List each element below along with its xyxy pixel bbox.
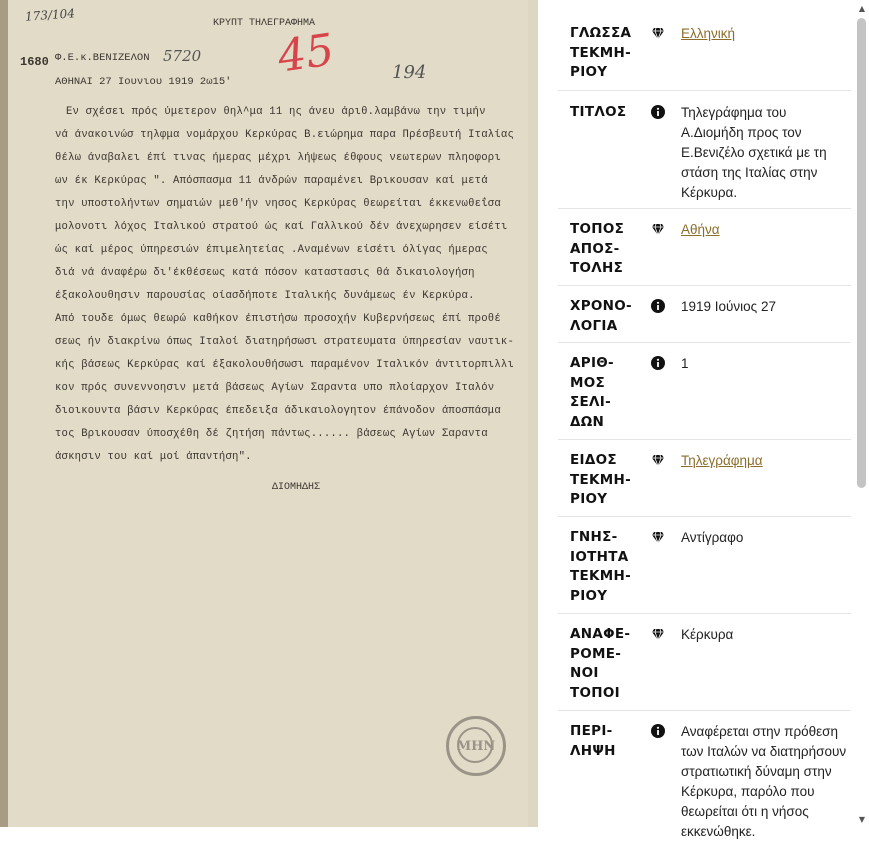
document-header-title: ΚΡΥΠΤ ΤΗΛΕΓΡΑΦΗΜΑ [213, 18, 316, 29]
metadata-row-places-mentioned [558, 613, 851, 711]
telegram-body-line: την υποστολήντων σημαιών μεθ'ήν νησος Κερκύρας θεωρείται έκκενωθεΐσα [55, 198, 501, 210]
telegram-body-line: τος Βρικουσαν ύποσχέθη δέ ζητήση πάντως...... βάσεως Αγίων Σαραντα [55, 428, 488, 440]
telegram-body-line: άσκησιν του καί μοί άπαντήση". [55, 451, 252, 463]
metadata-row-language [558, 12, 851, 91]
signature: ΔΙΟΜΗΔΗΣ [272, 482, 321, 493]
metadata-label: ΓΝΗΣ- ΙΟΤΗΤΑ ΤΕΚΜΗ- ΡΙΟΥ [570, 529, 632, 604]
diamond-icon [651, 26, 665, 40]
telegram-body-line: νά άνακοινώσ τηλφμα νομάρχου Κερκύρας Β.ειώρημα παρα Πρέσβευτή Ιταλίας [55, 129, 515, 141]
scroll-up-arrow-icon[interactable]: ▲ [858, 3, 866, 13]
info-icon [651, 724, 665, 738]
metadata-label: ΕΙΔΟΣ ΤΕΚΜΗ- ΡΙΟΥ [570, 452, 632, 507]
metadata-label: ΑΝΑΦΕ- ΡΟΜΕ- ΝΟΙ ΤΟΠΟΙ [570, 626, 631, 701]
metadata-link-place[interactable]: Αθήνα [681, 222, 720, 237]
info-icon [651, 356, 665, 370]
info-icon [651, 105, 665, 119]
metadata-label: ΤΙΤΛΟΣ [570, 104, 627, 120]
metadata-value-summary: Αναφέρεται στην πρόθεση των Ιταλών να διατηρήσουν στρατιωτική δύναμη στην Κέρκυρα, παρόλο που θεωρείται ότι η νήσος εκκενώθηκε. [681, 724, 847, 839]
metadata-label: ΑΡΙΘ- ΜΟΣ ΣΕΛΙ- ΔΩΝ [570, 355, 614, 430]
metadata-value-title: Τηλεγράφημα του Α.Διομήδη προς τον Ε.Βενιζέλο σχετικά με τη στάση της Ιταλίας στην Κέρκυρα. [681, 105, 827, 200]
metadata-row-authenticity [558, 516, 851, 614]
metadata-label: ΧΡΟΝΟ- ΛΟΓΙΑ [570, 298, 632, 334]
metadata-value-places-mentioned: Κέρκυρα [681, 627, 734, 642]
metadata-row-title [558, 91, 851, 209]
telegram-body-line: διοικουντα βάσιν Κερκύρας έπεδειξα άδικαιολογητον έπάνοδον άποσπάσμα [55, 405, 501, 417]
metadata-value-pages: 1 [681, 356, 689, 371]
metadata-row-summary [558, 710, 851, 850]
metadata-row-date [558, 285, 851, 343]
telegram-body-line: διά νά άναφέρω δι'έκθέσεως κατά πόσον καταστασις θά δικαιολογήση [55, 267, 475, 279]
pencil-number: 194 [392, 62, 427, 83]
telegram-body-line: ώς καί μέρος ύπηρεσιών έπιμελητείας .Αναμένων είσέτι όλίγας ήμερας [55, 244, 488, 256]
telegram-body-line: σεως ήν διακρίνω όπως Ιταλοί διατηρήσωσι στρατευματα ύπηρεσίαν ναυτικ- [55, 336, 515, 348]
archive-stamp [446, 716, 506, 776]
metadata-value-authenticity: Αντίγραφο [681, 530, 744, 545]
scrollbar-thumb[interactable] [857, 18, 866, 488]
metadata-label: ΤΟΠΟΣ ΑΠΟΣ- ΤΟΛΗΣ [570, 221, 625, 276]
metadata-row-place [558, 208, 851, 286]
red-pencil-number: 45 [274, 24, 338, 83]
telegram-body-line: μολονοτι λόχος Ιταλικού στρατού ώς καί Γαλλικού δέν άνεχωρησεν είσέτι [55, 221, 508, 233]
protocol-mark: 1680 [20, 55, 49, 69]
telegram-body-line: ων έκ Κερκύρας ". Απόσπασμα 11 άνδρών παραμένει Βρικουσαν καί μετά [55, 175, 488, 187]
stamp-text: ΜΗΝ [456, 738, 496, 754]
protocol-number: 5720 [163, 47, 202, 65]
folio-number: 173/104 [24, 6, 76, 24]
telegram-body-line: κον πρός συνεννοησιν μετά βάσεως Αγίων Σαραντα υπο πλοίαρχον Ιταλόν [55, 382, 495, 394]
diamond-icon [651, 627, 665, 641]
metadata-link-language[interactable]: Ελληνική [681, 26, 736, 41]
diamond-icon [651, 453, 665, 467]
diamond-icon [651, 530, 665, 544]
metadata-panel [538, 0, 869, 839]
telegram-body-line: θέλω άναβαλει έπί τινας ήμερας μέχρι λήψεως έθφους νεωτερων πληοφορι [55, 152, 501, 164]
recipient-line: Φ.Ε.κ.ΒΕΝΙΖΕΛΟΝ [55, 52, 150, 64]
metadata-label: ΓΛΩΣΣΑ ΤΕΚΜΗ- ΡΙΟΥ [570, 25, 632, 80]
metadata-row-type [558, 439, 851, 517]
metadata-label: ΠΕΡΙ- ΛΗΨΗ [570, 723, 616, 759]
telegram-body-line: κής βάσεως Κερκύρας καί έξακολουθήσωσι παραμένον Ιταλικόν άντιτορπιλλι [55, 359, 515, 371]
telegram-body-line: Από τουδε όμως θεωρώ καθήκον έπιστήσω προσοχήν Κυβερνήσεως έπί προθέ [55, 313, 501, 325]
telegram-body-line: έξακολουθησιν παρουσίας οίασδήποτε Ιταλικής δυνάμεως έν Κερκύρα. [55, 290, 475, 302]
date-line: ΑΘΗΝΑΙ 27 Ιουνιου 1919 2ω15' [55, 76, 232, 88]
page-edge [0, 0, 8, 827]
metadata-row-pages [558, 342, 851, 440]
telegram-body-line: Εν σχέσει πρός ύμετερον θηλ^μα 11 ης άνευ άριθ.λαμβάνω την τιμήν [66, 106, 486, 118]
metadata-value-date: 1919 Ιούνιος 27 [681, 299, 776, 314]
metadata-link-type[interactable]: Τηλεγράφημα [681, 453, 763, 468]
scroll-down-arrow-icon[interactable]: ▼ [858, 814, 866, 824]
diamond-icon [651, 222, 665, 236]
info-icon [651, 299, 665, 313]
